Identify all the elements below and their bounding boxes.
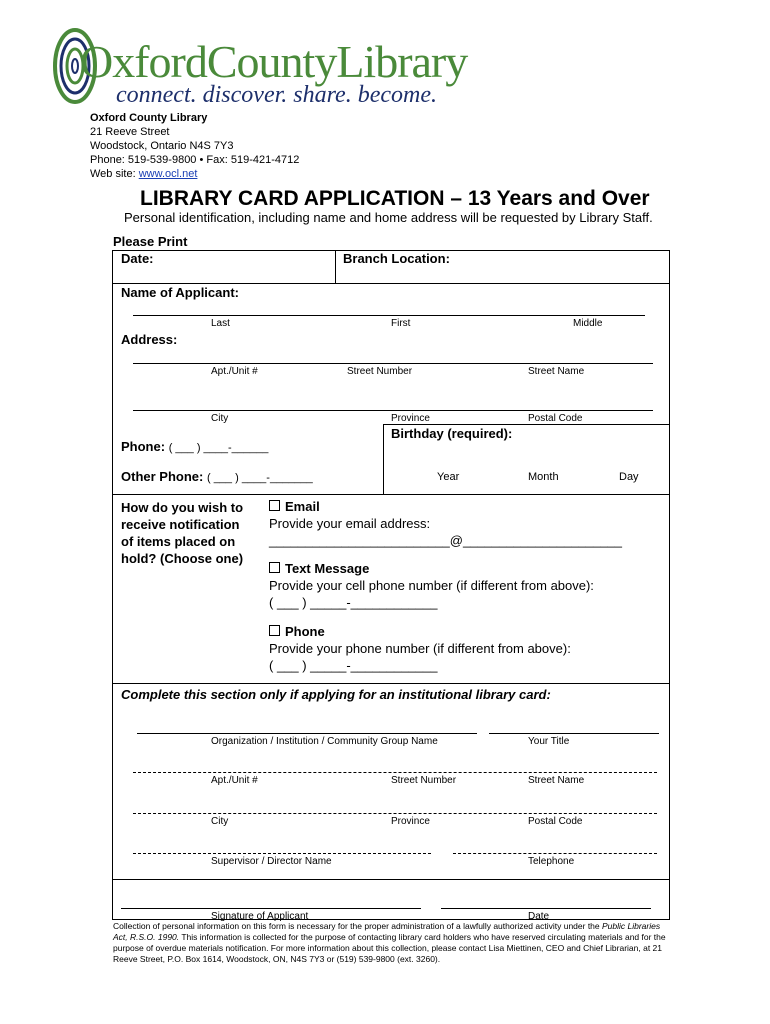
inst-province-caption: Province <box>391 816 430 827</box>
notify-line-2: receive notification <box>121 517 240 532</box>
email-option-label: Email <box>285 499 320 514</box>
year-caption: Year <box>437 471 460 483</box>
phone-option[interactable] <box>269 624 325 639</box>
inst-street-number-caption: Street Number <box>391 775 457 786</box>
text-option[interactable] <box>269 561 369 576</box>
inst-address-line-2[interactable] <box>133 813 657 814</box>
phone-field[interactable]: ( ___ ) ____-______ <box>168 442 269 454</box>
telephone-caption: Telephone <box>528 856 575 867</box>
inst-city-caption: City <box>211 816 229 827</box>
applicant-name-label: Name of Applicant: <box>121 285 239 300</box>
footer-act: Public Libraries Act, R.S.O. 1990. <box>113 921 661 942</box>
day-caption: Day <box>619 471 639 483</box>
email-checkbox[interactable] <box>269 500 280 511</box>
privacy-footer <box>113 921 669 965</box>
notify-phone-field[interactable]: ( ___ ) _____-____________ <box>269 658 438 673</box>
web-label: Web site: <box>90 168 139 180</box>
notify-line-3: of items placed on <box>121 534 236 549</box>
notify-line-4: hold? (Choose one) <box>121 551 244 566</box>
signature-caption: Signature of Applicant <box>211 911 309 922</box>
birthday-label: Birthday (required): <box>391 426 513 441</box>
org-street: 21 Reeve Street <box>90 126 170 138</box>
your-title-caption: Your Title <box>528 736 570 747</box>
notify-question <box>121 499 243 567</box>
phone-checkbox[interactable] <box>269 625 280 636</box>
postal-caption: Postal Code <box>528 413 583 424</box>
inst-postal-caption: Postal Code <box>528 816 583 827</box>
branch-label: Branch Location: <box>343 251 450 266</box>
supervisor-caption: Supervisor / Director Name <box>211 856 332 867</box>
your-title-field[interactable] <box>489 733 659 734</box>
month-caption: Month <box>528 471 559 483</box>
text-option-label: Text Message <box>285 561 370 576</box>
first-name-caption: First <box>391 318 411 329</box>
last-name-caption: Last <box>211 318 230 329</box>
telephone-field[interactable] <box>453 853 657 854</box>
signature-date-field[interactable] <box>441 908 651 909</box>
phone-option-label: Phone <box>285 624 325 639</box>
text-prompt: Provide your cell phone number (if different from above): <box>269 578 594 593</box>
please-print: Please Print <box>113 234 188 249</box>
website-link[interactable]: www.ocl.net <box>138 168 198 180</box>
cell-phone-field[interactable]: ( ___ ) _____-____________ <box>269 595 438 610</box>
address-line-2[interactable] <box>133 410 653 411</box>
date-label: Date: <box>121 251 154 266</box>
other-phone-field[interactable]: ( ___ ) ____-_______ <box>206 472 313 484</box>
inst-apt-caption: Apt./Unit # <box>211 775 258 786</box>
inst-street-name-caption: Street Name <box>528 775 585 786</box>
other-phone-label <box>121 469 313 484</box>
province-caption: Province <box>391 413 430 424</box>
application-form <box>112 250 670 920</box>
email-field[interactable]: _________________________@______________________ <box>269 533 623 548</box>
city-caption: City <box>211 413 229 424</box>
org-phone: Phone: 519-539-9800 <box>90 154 197 166</box>
supervisor-field[interactable] <box>133 853 431 854</box>
org-contact <box>90 154 299 167</box>
name-field[interactable] <box>133 315 645 316</box>
page-title: LIBRARY CARD APPLICATION – 13 Years and Over <box>140 187 650 210</box>
email-option[interactable] <box>269 499 320 514</box>
organization-field[interactable] <box>137 733 477 734</box>
street-number-caption: Street Number <box>347 366 413 377</box>
middle-name-caption: Middle <box>573 318 603 329</box>
org-web <box>90 168 197 181</box>
inst-address-line-1[interactable] <box>133 772 657 773</box>
footer-text-2: This information is collected for the purpose of contacting library card holders who have reserved circulating materials and for the purpose of overdue materials notification. For more information about this collection, please contact Lisa Miettinen, CEO and Chief Librarian, at 21 Reeve Street, P.O. Box 1614, Woodstock, ON, N4S 7Y3 or (519) 539-9800 (ext. 3260). <box>113 932 666 964</box>
phone-label <box>121 439 268 454</box>
footer-text-1: Collection of personal information on this form is necessary for the proper administration of a lawfully authorized activity under the <box>113 921 602 931</box>
address-line-1[interactable] <box>133 363 653 364</box>
logo-wordmark: OxfordCountyLibrary <box>80 36 468 87</box>
organization-caption: Organization / Institution / Community Group Name <box>211 736 438 747</box>
text-checkbox[interactable] <box>269 562 280 573</box>
bullet: • <box>199 154 207 166</box>
phone-prompt: Provide your phone number (if different from above): <box>269 641 571 656</box>
notify-line-1: How do you wish to <box>121 500 244 515</box>
apt-caption: Apt./Unit # <box>211 366 258 377</box>
org-fax: Fax: 519-421-4712 <box>206 154 300 166</box>
address-label: Address: <box>121 332 178 347</box>
org-city: Woodstock, Ontario N4S 7Y3 <box>90 140 234 152</box>
page-subtitle: Personal identification, including name and home address will be requested by Library Staff. <box>124 210 653 225</box>
street-name-caption: Street Name <box>528 366 585 377</box>
email-prompt: Provide your email address: <box>269 516 431 531</box>
phone-label-text: Phone: <box>121 439 166 454</box>
institution-heading: Complete this section only if applying for an institutional library card: <box>121 687 551 702</box>
signature-date-caption: Date <box>528 911 550 922</box>
signature-field[interactable] <box>121 908 421 909</box>
other-phone-label-text: Other Phone: <box>121 469 204 484</box>
logo-tagline: connect. discover. share. become. <box>116 82 437 108</box>
org-name: Oxford County Library <box>90 112 208 124</box>
